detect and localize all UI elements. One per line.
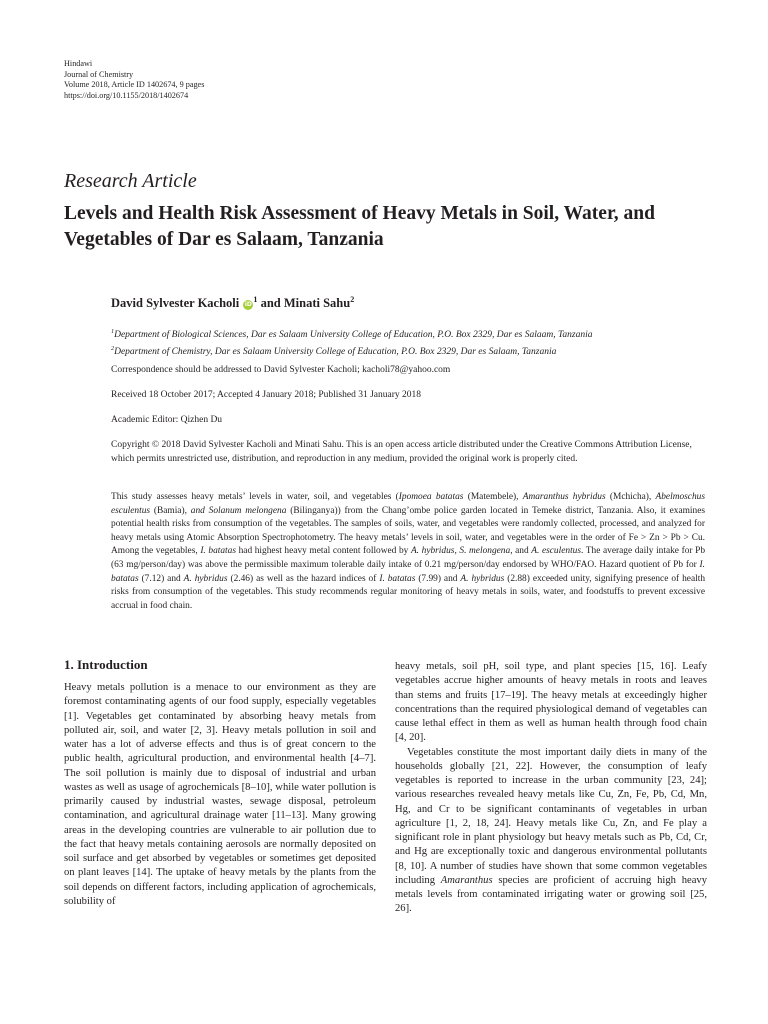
species-name: A. hybridus xyxy=(460,573,505,584)
author-affil-sup: 2 xyxy=(350,295,355,304)
abstract-text: (Bilinganya)) from the Chang’ombe police garden located in Temeke district, Tanzania. Also, it examines potential health risks from consumption of the vegetables. The samples of soils, water, and vegetables were randomly collected, processed, and analyzed for heavy metals using Atomic Absorption Spectrophotometry. The heavy metals’ levels in soil, water, and vegetables were in the order of Fe > Zn > Pb > Cu. Among the vegetables, xyxy=(111,505,706,557)
author-joiner: and xyxy=(257,296,284,311)
affiliation-text: Department of Chemistry, Dar es Salaam University College of Education, P.O. Box 2329, Dar es Salaam, Tanzania xyxy=(114,347,557,358)
abstract-text: (Mchicha), xyxy=(605,492,656,502)
species-name: I. batatas xyxy=(379,573,416,584)
affiliation-sup: 1 xyxy=(111,329,115,335)
abstract-text: had highest heavy metal content followed by xyxy=(236,546,411,557)
correspondence: Correspondence should be addressed to David Sylvester Kacholi; kacholi78@yahoo.com xyxy=(111,365,451,375)
body-text: Vegetables constitute the most important daily diets in many of the households globally [21, 22]. However, the consumption of leafy vegetables is reported to increase in the urban community [23, 24]; various researches revealed heavy metals like Cu, Zn, Fe, Pb, Cd, Mn, Hg, and Cr to be significant contaminants of vegetables in urban agriculture [1, 2, 18, 24]. Heavy metals like Cu, Zn, and Fe play a significant role in plant physiology but heavy metals such as Pb, Cd, Cr, and Hg are exceptionally toxic and dangerous environmental pollutants [8, 10]. A number of studies have shown that some common vegetables including xyxy=(395,746,707,886)
abstract-text: (Bamia), xyxy=(150,505,191,516)
affiliation-item xyxy=(111,325,592,342)
volume-info: Volume 2018, Article ID 1402674, 9 pages xyxy=(64,80,205,89)
species-name: Amaranthus xyxy=(440,874,493,886)
species-name: Ipomoea batatas xyxy=(398,492,464,502)
journal-header xyxy=(64,59,204,101)
body-paragraph: heavy metals, soil pH, soil type, and plant species [15, 16]. Leafy vegetables accrue higher amounts of heavy metals in roots and leaves than stems and fruits [17–19]. The heavy metals at exceedingly higher concentrations than the required physiological demand of vegetables can cause lethal effect in them as well as human health through food chain [4, 20]. xyxy=(395,661,707,744)
species-name: I. batatas xyxy=(111,559,705,584)
affiliations xyxy=(111,325,592,359)
abstract-text: , xyxy=(454,546,460,557)
body-text: species are proficient of accruing high heavy metals levels from contaminated irrigating water or growing soil [25, 26]. xyxy=(395,874,707,915)
species-name: A. esculentus xyxy=(531,546,582,557)
academic-editor: Academic Editor: Qizhen Du xyxy=(111,415,223,425)
author-name[interactable]: Minati Sahu xyxy=(283,296,351,311)
body-paragraph: Heavy metals pollution is a menace to our environment as they are foremost contaminating agents of our food supply, especially vegetables [1]. Vegetables get contaminated by absorbing heavy metals from polluted air, soil, and water [2, 3]. Heavy metals pollution in soil and water has a lot of adverse effects and thus is of great concern to the public health, agricultural production, and environmental health [4–7]. The soil pollution is mainly due to disposal of industrial and urban wastes as well as usage of agrochemicals [8–10], while water pollution is primarily caused by industrial wastes, sewage disposal, petroleum contamination, and agricultural drainage water [11–13]. Many growing areas in the developing countries are vulnerable to air pollution due to the fact that heavy metals containing aerosols are normally deposited on soil surface and get absorbed by vegetables or sometimes get deposited on plant leaves [14]. The uptake of heavy metals by the plants from the soil depends on different factors, including application of agrochemicals, solubility of xyxy=(64,682,376,907)
publication-dates: Received 18 October 2017; Accepted 4 January 2018; Published 31 January 2018 xyxy=(111,390,421,400)
section-heading: 1. Introduction xyxy=(64,657,148,672)
abstract-text: , and xyxy=(510,546,532,557)
body-column-left xyxy=(64,656,376,909)
abstract-text: (2.88) exceeded unity, signifying presence of health risks from consumption of the vegetables. This study recommends regular monitoring of heavy metals in soils, water, and foodstuffs to prevent excessive accrual in food chain. xyxy=(111,573,706,611)
abstract-text: (2.46) as well as the hazard indices of xyxy=(227,573,380,584)
species-name: Abelmoschus esculentus xyxy=(111,492,705,516)
species-name: and Solanum melongena xyxy=(190,505,287,516)
copyright-notice: Copyright © 2018 David Sylvester Kacholi and Minati Sahu. This is an open access article distributed under the Creative Commons Attribution License, which permits unrestricted use, distribution, and reproduction in any medium, provided the original work is properly cited. xyxy=(111,440,692,464)
species-name: S. melongena xyxy=(459,546,511,557)
paper-title: Levels and Health Risk Assessment of Heavy Metals in Soil, Water, and Vegetables of Dar es Salaam, Tanzania xyxy=(64,203,655,250)
body-paragraph xyxy=(395,746,707,917)
author-line xyxy=(111,295,354,311)
doi-link[interactable]: https://doi.org/10.1155/2018/1402674 xyxy=(64,90,189,100)
abstract xyxy=(111,491,705,613)
affiliation-text: Department of Biological Sciences, Dar es Salaam University College of Education, P.O. Box 2329, Dar es Salaam, Tanzania xyxy=(114,330,593,341)
abstract-text: (7.12) and xyxy=(138,573,184,584)
orcid-icon[interactable]: iD xyxy=(244,301,252,309)
abstract-text: This study assesses heavy metals’ levels in water, soil, and vegetables ( xyxy=(111,492,399,502)
species-name: A. hybridus xyxy=(183,573,228,584)
species-name: Amaranthus hybridus xyxy=(522,492,606,502)
body-column-right xyxy=(395,660,707,917)
species-name: A. hybridus xyxy=(410,546,455,557)
author-name[interactable]: David Sylvester Kacholi xyxy=(111,296,240,311)
publisher-name: Hindawi xyxy=(64,59,93,68)
abstract-text: (Matembele), xyxy=(463,492,523,502)
article-type: Research Article xyxy=(64,170,197,192)
species-name: I. batatas xyxy=(200,546,236,557)
journal-name: Journal of Chemistry xyxy=(64,69,134,79)
affiliation-sup: 2 xyxy=(111,346,115,353)
abstract-text: . The average daily intake for Pb (63 mg/person/day) was above the permissible maximum tolerable daily intake of 0.21 mg/person/day endorsed by WHO/FAO. Hazard quotient of Pb for xyxy=(111,546,706,570)
author-affil-sup: 1 xyxy=(253,295,258,304)
affiliation-item xyxy=(111,342,592,359)
abstract-text: (7.99) and xyxy=(415,573,461,584)
